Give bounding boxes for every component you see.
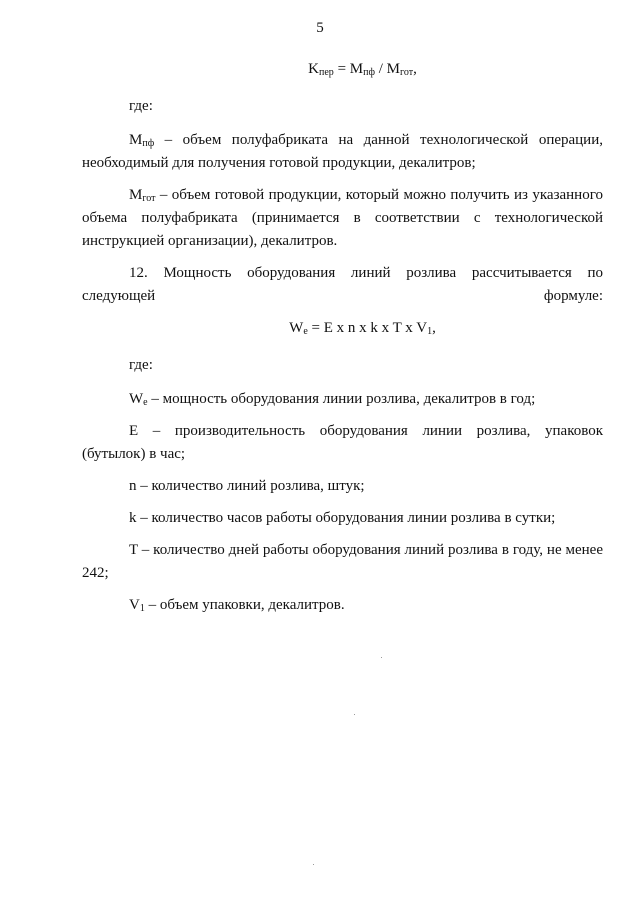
definition-t: T – количество дней работы оборудования линий розлива в году, не менее 242; — [82, 542, 603, 581]
definition-m-got-symbol: M — [129, 187, 143, 203]
formula-k-per — [82, 58, 603, 81]
formula-k-symbol: K — [308, 61, 320, 77]
definition-m-got — [82, 184, 603, 253]
definition-v1-text: – объем упаковки, декалитров. — [144, 597, 345, 613]
definition-m-pf — [82, 129, 603, 175]
where-label-2: где: — [129, 357, 153, 373]
definition-v1-subscript: 1 — [139, 603, 145, 614]
formula-w-subscript: e — [303, 326, 308, 337]
formula-w-tail: , — [432, 320, 436, 336]
definition-m-pf-subscript: пф — [142, 138, 155, 149]
definition-m-got-text: – объем готовой продукции, который можно получить из указанного объема полуфабриката (принимается в соответствии с технологической инструкцией организации), декалитров. — [82, 187, 603, 249]
definition-w-e-subscript: e — [143, 397, 148, 408]
formula-v-subscript: 1 — [427, 326, 433, 337]
formula-m-pf-symbol: M — [349, 61, 364, 77]
definition-m-pf-text: – объем полуфабриката на данной технологической операции, необходимый для получения готовой продукции, декалитров; — [82, 132, 603, 171]
definition-w-e-symbol: W — [129, 391, 144, 407]
formula-w-symbol: W — [289, 320, 304, 336]
formula-w-expression: = E x n x k x T x V — [307, 320, 428, 336]
formula-w-e — [82, 317, 603, 340]
definition-v1-symbol: V — [129, 597, 140, 613]
page-number: 5 — [316, 20, 324, 36]
scan-speck — [313, 864, 314, 865]
formula-m-got-symbol: M — [386, 61, 400, 77]
formula-m-got-subscript: гот — [399, 67, 414, 78]
definition-m-pf-symbol: M — [129, 132, 143, 148]
formula-m-pf-subscript: пф — [363, 67, 375, 78]
formula-k-subscript: пер — [319, 67, 334, 78]
item-12-paragraph: 12. Мощность оборудования линий розлива рассчитывается по следующей формуле: — [82, 265, 603, 304]
definition-k: k – количество часов работы оборудования линии розлива в сутки; — [129, 510, 556, 526]
definition-w-e — [82, 388, 603, 411]
where-label-1: где: — [129, 98, 153, 114]
formula-tail: , — [413, 61, 417, 77]
scan-speck — [354, 714, 355, 715]
definition-w-e-text: – мощность оборудования линии розлива, декалитров в год; — [147, 391, 536, 407]
formula-divide: / — [374, 61, 387, 77]
formula-equals: = — [333, 61, 350, 77]
scan-speck — [381, 657, 382, 658]
definition-m-got-subscript: гот — [142, 193, 156, 204]
definition-n: n – количество линий розлива, штук; — [129, 478, 365, 494]
document-body — [82, 58, 603, 617]
definition-v1 — [82, 594, 603, 617]
definition-e: E – производительность оборудования линии розлива, упаковок (бутылок) в час; — [82, 423, 603, 462]
